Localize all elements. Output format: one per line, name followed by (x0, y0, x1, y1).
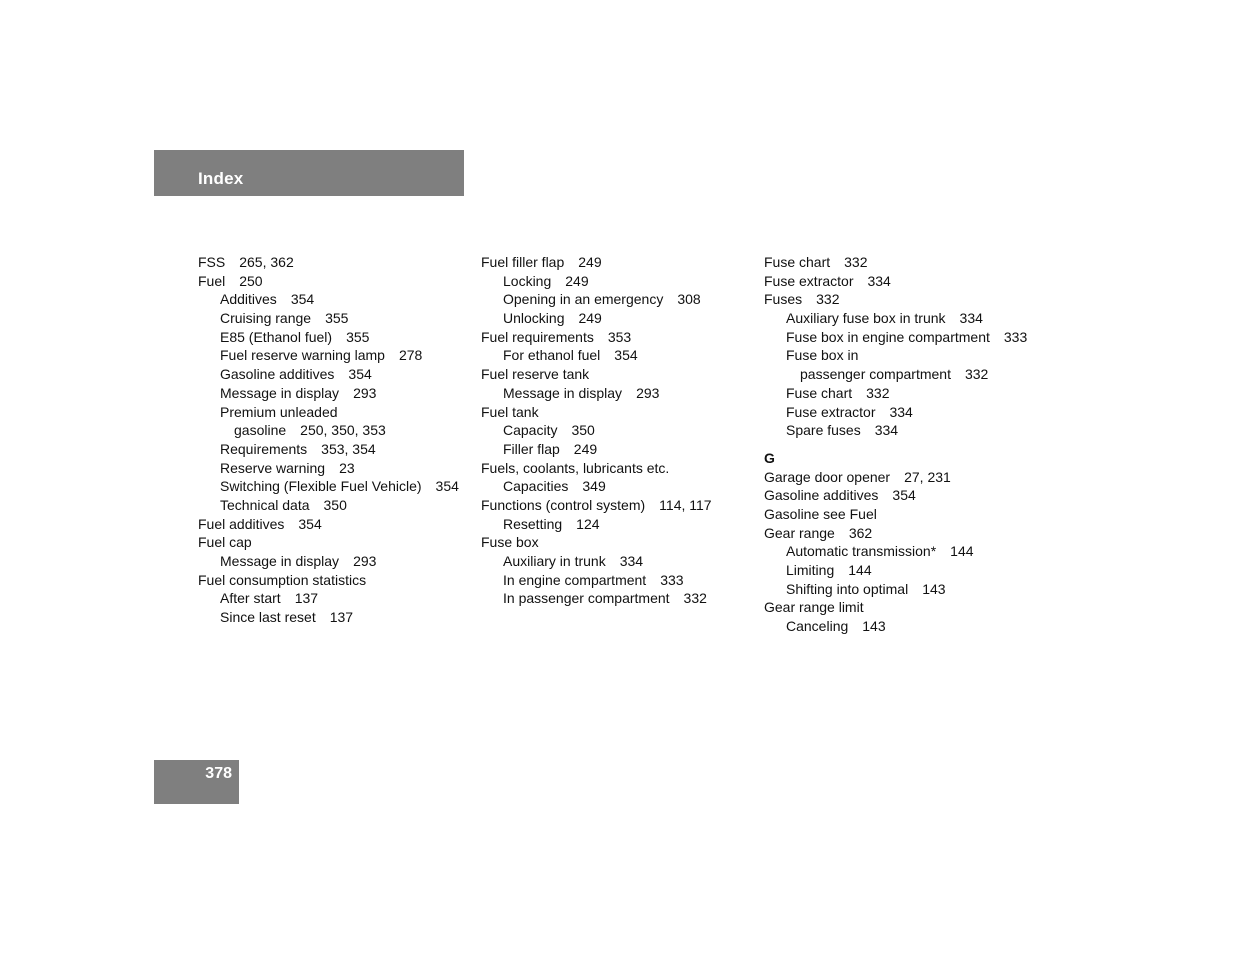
index-entry (198, 403, 459, 422)
index-entry (481, 253, 712, 272)
index-term: Premium unleaded (220, 403, 338, 420)
index-term: Functions (control system) (481, 496, 646, 513)
index-term: Fuel requirements (481, 328, 594, 345)
section-letter: G (764, 449, 775, 466)
index-term: Since last reset (220, 609, 316, 626)
index-term: Message in display (220, 384, 340, 401)
index-entry (481, 328, 712, 347)
index-term: Cruising range (220, 310, 312, 327)
index-term: Garage door opener (764, 468, 891, 485)
index-page-ref: 332 (816, 291, 840, 308)
index-page-ref: 334 (619, 553, 644, 569)
index-page-ref: 265, 362 (239, 254, 294, 270)
index-term: gasoline (234, 422, 287, 439)
index-page-ref: 293 (353, 384, 377, 401)
index-term: Canceling (786, 618, 849, 635)
index-entry (764, 598, 1027, 617)
index-entry (764, 580, 1027, 599)
index-term: FSS (198, 254, 226, 270)
index-page-ref: 353 (607, 328, 632, 345)
index-page-ref: 249 (578, 254, 602, 270)
index-entry (764, 421, 1027, 440)
index-entry (764, 365, 1027, 384)
index-page-ref: 355 (346, 328, 370, 345)
index-page-ref: 332 (964, 366, 989, 383)
index-page-ref: 144 (848, 562, 872, 578)
index-entry (481, 309, 712, 328)
index-term: Fuse chart (786, 384, 853, 401)
index-entry (198, 290, 459, 309)
index-page-ref: 349 (582, 478, 606, 495)
index-entry (764, 384, 1027, 403)
index-entry (198, 589, 459, 608)
index-page-ref: 124 (576, 515, 600, 532)
index-term: Auxiliary in trunk (503, 553, 606, 569)
index-entry (764, 253, 1027, 272)
index-page-ref: 293 (636, 384, 660, 401)
index-entry (764, 272, 1027, 291)
index-page-ref: 350 (571, 422, 595, 439)
index-entry (198, 515, 459, 534)
index-page-ref: 144 (950, 543, 974, 560)
index-term: Gasoline additives (220, 366, 335, 383)
index-page-ref: 333 (660, 571, 684, 588)
index-page-ref: 250 (239, 272, 263, 289)
index-term: Fuse extractor (764, 272, 854, 289)
index-entry (764, 403, 1027, 422)
index-entry (481, 346, 712, 365)
index-page-ref: 334 (874, 422, 899, 439)
index-page-ref: 143 (862, 618, 886, 635)
page-title: Index (198, 169, 244, 188)
index-page-ref: 334 (867, 272, 891, 289)
index-page-ref: 143 (922, 580, 946, 597)
index-term: Unlocking (503, 310, 565, 327)
index-entry (198, 571, 459, 590)
index-entry (198, 608, 459, 627)
index-page-ref: 353, 354 (321, 440, 376, 457)
index-term: In engine compartment (503, 571, 647, 588)
index-entry (481, 571, 712, 590)
index-page-ref: 354 (614, 347, 638, 364)
index-term: Gear range (764, 524, 835, 541)
index-term: Fuel tank (481, 403, 539, 420)
index-entry (764, 542, 1027, 561)
index-term: Fuel (198, 272, 226, 289)
index-term: Fuel additives (198, 515, 285, 532)
index-entry (198, 365, 459, 384)
index-page-ref: 354 (892, 487, 916, 504)
index-entry (481, 589, 712, 608)
index-entry (198, 459, 459, 478)
index-page-ref: 354 (298, 515, 322, 532)
index-page-ref: 23 (339, 459, 355, 476)
index-term: Fuel reserve tank (481, 366, 590, 383)
index-page-ref: 293 (353, 553, 377, 569)
index-entry (481, 365, 712, 384)
index-term: Limiting (786, 562, 835, 578)
index-page-ref: 354 (435, 478, 459, 495)
index-entry (481, 384, 712, 403)
index-term: Message in display (220, 553, 340, 569)
index-term: Capacities (503, 478, 569, 495)
index-term: Automatic transmission* (786, 543, 937, 560)
index-term: Auxiliary fuse box in trunk (786, 310, 946, 327)
index-page-ref: 249 (565, 272, 589, 289)
index-entry (764, 309, 1027, 328)
index-page-ref: 249 (578, 310, 602, 327)
index-entry (764, 524, 1027, 543)
index-entry (481, 459, 712, 478)
index-entry (481, 496, 712, 515)
index-entry (481, 403, 712, 422)
index-term: Reserve warning (220, 459, 326, 476)
index-term: After start (220, 590, 281, 607)
index-term: Switching (Flexible Fuel Vehicle) (220, 478, 422, 495)
index-entry (481, 290, 712, 309)
index-entry (764, 561, 1027, 580)
index-column-2 (481, 253, 712, 608)
index-term: Gasoline additives (764, 487, 879, 504)
index-term: E85 (Ethanol fuel) (220, 328, 333, 345)
index-page-ref: 355 (325, 310, 349, 327)
index-page-ref: 249 (573, 440, 598, 457)
index-header-bar (154, 150, 464, 196)
index-column-3 (764, 253, 1027, 636)
index-term: For ethanol fuel (503, 347, 601, 364)
index-entry (198, 552, 459, 571)
index-entry (198, 421, 459, 440)
index-term: Additives (220, 291, 277, 308)
index-entry (764, 486, 1027, 505)
index-entry (481, 477, 712, 496)
index-entry (198, 346, 459, 365)
index-page-ref: 27, 231 (904, 468, 951, 485)
index-entry (481, 272, 712, 291)
index-term: Technical data (220, 496, 310, 513)
index-entry (198, 309, 459, 328)
index-entry (764, 505, 1027, 524)
index-page-ref: 334 (889, 403, 913, 420)
index-entry (481, 421, 712, 440)
index-page-ref: 308 (677, 291, 701, 308)
index-page-ref: 332 (866, 384, 890, 401)
index-entry (764, 346, 1027, 365)
index-entry (198, 253, 459, 272)
index-entry (481, 533, 712, 552)
index-entry (481, 552, 712, 571)
index-term: Fuse box in engine compartment (786, 328, 990, 345)
index-term: Filler flap (503, 440, 560, 457)
index-entry (198, 328, 459, 347)
index-entry (198, 384, 459, 403)
index-page-ref: 137 (294, 590, 319, 607)
index-page-ref: 333 (1003, 328, 1028, 345)
index-page-ref: 114, 117 (659, 496, 712, 513)
index-term: Fuse chart (764, 254, 831, 270)
index-entry (198, 440, 459, 459)
index-term: Fuses (764, 291, 803, 308)
index-term: Fuel filler flap (481, 254, 565, 270)
index-entry (764, 468, 1027, 487)
index-term: Requirements (220, 440, 308, 457)
index-entry (764, 328, 1027, 347)
index-term: Fuse box in (786, 347, 859, 364)
index-term: Spare fuses (786, 422, 861, 439)
index-page-ref: 332 (683, 590, 707, 607)
index-term: Shifting into optimal (786, 580, 909, 597)
index-term: Capacity (503, 422, 558, 439)
index-term: Opening in an emergency (503, 291, 664, 308)
index-entry (764, 617, 1027, 636)
index-entry (764, 290, 1027, 309)
index-page-ref: 350 (323, 496, 347, 513)
index-entry (481, 440, 712, 459)
index-term: Message in display (503, 384, 623, 401)
index-page-ref: 362 (848, 524, 873, 541)
index-page-ref: 137 (329, 609, 354, 626)
index-term: Locking (503, 272, 552, 289)
index-term: Gasoline see Fuel (764, 505, 877, 522)
index-term: Fuel cap (198, 534, 252, 551)
index-entry (198, 477, 459, 496)
index-entry (198, 272, 459, 291)
page-number: 378 (205, 765, 232, 782)
index-entry (198, 496, 459, 515)
index-term: Fuel consumption statistics (198, 571, 367, 588)
index-page-ref: 278 (398, 347, 423, 364)
index-page-ref: 354 (290, 291, 315, 308)
index-page-ref: 334 (959, 310, 983, 327)
index-term: Resetting (503, 515, 563, 532)
index-entry (198, 533, 459, 552)
index-page-ref: 354 (348, 366, 372, 383)
index-page-ref: 332 (844, 254, 868, 270)
index-entry (481, 515, 712, 534)
index-term: Fuel reserve warning lamp (220, 347, 385, 364)
index-term: In passenger compartment (503, 590, 670, 607)
index-page-ref: 250, 350, 353 (300, 422, 386, 439)
index-term: passenger compartment (800, 366, 951, 383)
index-term: Fuels, coolants, lubricants etc. (481, 459, 670, 476)
index-column-1 (198, 253, 459, 627)
index-term: Fuse extractor (786, 403, 876, 420)
index-term: Gear range limit (764, 599, 864, 616)
page-number-box (154, 760, 239, 804)
index-term: Fuse box (481, 534, 539, 551)
